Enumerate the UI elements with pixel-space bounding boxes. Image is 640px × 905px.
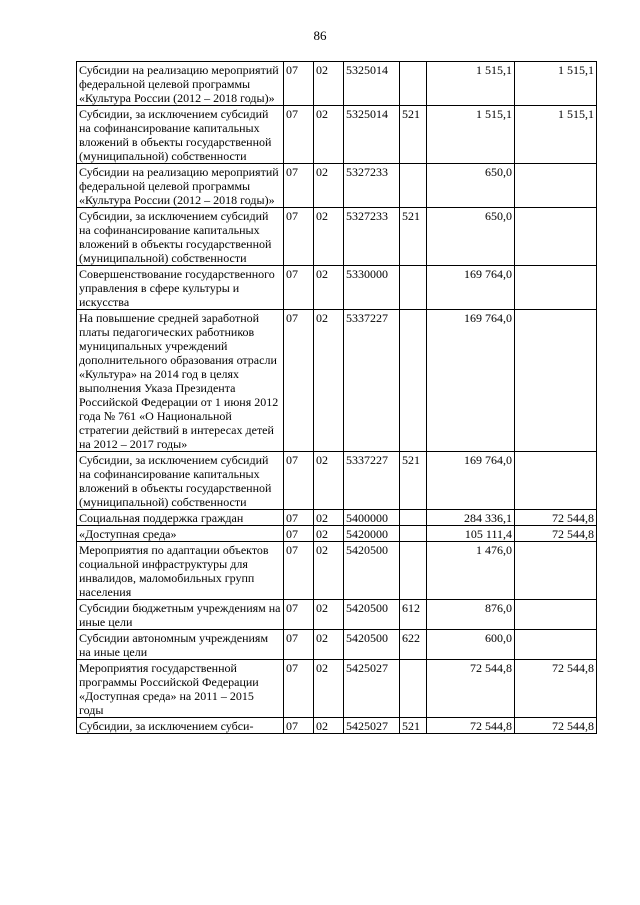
row-amount-2-cell: [515, 542, 597, 600]
row-target-article-cell: 5327233: [344, 164, 400, 208]
row-amount-2-cell: [515, 600, 597, 630]
table-row: [77, 600, 597, 630]
row-amount-2-cell: 72 544,8: [515, 660, 597, 718]
row-expense-type-cell: [400, 526, 427, 542]
row-amount-1-cell: 600,0: [427, 630, 515, 660]
row-amount-1-cell: 284 336,1: [427, 510, 515, 526]
row-amount-2-cell: [515, 208, 597, 266]
row-target-article-cell: 5420500: [344, 630, 400, 660]
row-amount-2-cell: 1 515,1: [515, 62, 597, 106]
row-name-cell: Субсидии на реализацию мероприятий федеральной целевой программы «Культура России (2012 – 2018 годы)»: [77, 62, 284, 106]
row-name-cell: Субсидии, за исключением субсидий на софинансирование капитальных вложений в объекты государственной (муниципальной) собственности: [77, 452, 284, 510]
row-section-cell: 07: [284, 542, 314, 600]
row-subsection-cell: 02: [314, 208, 344, 266]
row-name-cell: Субсидии, за исключением субсидий на софинансирование капитальных вложений в объекты государственной (муниципальной) собственности: [77, 106, 284, 164]
row-target-article-cell: 5325014: [344, 62, 400, 106]
row-section-cell: 07: [284, 106, 314, 164]
row-amount-1-cell: 72 544,8: [427, 660, 515, 718]
row-name-cell: Совершенствование государственного управления в сфере культуры и искусства: [77, 266, 284, 310]
table-row: [77, 718, 597, 734]
row-amount-2-cell: [515, 310, 597, 452]
row-name-cell: Субсидии, за исключением субси-: [77, 718, 284, 734]
row-subsection-cell: 02: [314, 452, 344, 510]
budget-table: [76, 61, 597, 734]
row-name-cell: Субсидии на реализацию мероприятий федеральной целевой программы «Культура России (2012 – 2018 годы)»: [77, 164, 284, 208]
table-row: [77, 208, 597, 266]
table-row: [77, 542, 597, 600]
row-target-article-cell: 5425027: [344, 718, 400, 734]
row-name-cell: «Доступная среда»: [77, 526, 284, 542]
row-subsection-cell: 02: [314, 526, 344, 542]
row-expense-type-cell: 521: [400, 452, 427, 510]
row-amount-1-cell: 1 515,1: [427, 106, 515, 164]
row-amount-2-cell: [515, 266, 597, 310]
row-expense-type-cell: 612: [400, 600, 427, 630]
row-section-cell: 07: [284, 718, 314, 734]
row-target-article-cell: 5337227: [344, 310, 400, 452]
row-target-article-cell: 5400000: [344, 510, 400, 526]
row-section-cell: 07: [284, 266, 314, 310]
row-expense-type-cell: [400, 310, 427, 452]
row-amount-2-cell: 72 544,8: [515, 510, 597, 526]
row-target-article-cell: 5330000: [344, 266, 400, 310]
row-amount-2-cell: [515, 630, 597, 660]
table-row: [77, 164, 597, 208]
row-amount-2-cell: 1 515,1: [515, 106, 597, 164]
row-name-cell: Субсидии бюджетным учреждениям на иные цели: [77, 600, 284, 630]
row-amount-1-cell: 72 544,8: [427, 718, 515, 734]
row-amount-1-cell: 169 764,0: [427, 310, 515, 452]
row-target-article-cell: 5325014: [344, 106, 400, 164]
row-expense-type-cell: [400, 164, 427, 208]
row-expense-type-cell: [400, 660, 427, 718]
row-target-article-cell: 5420500: [344, 542, 400, 600]
page-number: 86: [313, 28, 327, 43]
row-subsection-cell: 02: [314, 600, 344, 630]
row-name-cell: Субсидии, за исключением субсидий на софинансирование капитальных вложений в объекты государственной (муниципальной) собственности: [77, 208, 284, 266]
row-section-cell: 07: [284, 630, 314, 660]
table-row: [77, 660, 597, 718]
table-row: [77, 310, 597, 452]
row-subsection-cell: 02: [314, 164, 344, 208]
row-subsection-cell: 02: [314, 266, 344, 310]
row-section-cell: 07: [284, 208, 314, 266]
row-subsection-cell: 02: [314, 510, 344, 526]
row-amount-1-cell: 1 476,0: [427, 542, 515, 600]
row-section-cell: 07: [284, 660, 314, 718]
row-section-cell: 07: [284, 510, 314, 526]
row-amount-1-cell: 650,0: [427, 164, 515, 208]
row-subsection-cell: 02: [314, 310, 344, 452]
row-name-cell: Мероприятия по адаптации объектов социальной инфраструктуры для инвалидов, маломобильных групп населения: [77, 542, 284, 600]
row-name-cell: Социальная поддержка граждан: [77, 510, 284, 526]
table-row: [77, 452, 597, 510]
row-subsection-cell: 02: [314, 542, 344, 600]
row-section-cell: 07: [284, 310, 314, 452]
row-expense-type-cell: 521: [400, 208, 427, 266]
table-row: [77, 106, 597, 164]
row-subsection-cell: 02: [314, 62, 344, 106]
row-amount-2-cell: 72 544,8: [515, 526, 597, 542]
row-target-article-cell: 5420000: [344, 526, 400, 542]
table-row: [77, 526, 597, 542]
row-amount-1-cell: 105 111,4: [427, 526, 515, 542]
row-amount-1-cell: 650,0: [427, 208, 515, 266]
row-amount-1-cell: 1 515,1: [427, 62, 515, 106]
row-section-cell: 07: [284, 452, 314, 510]
row-expense-type-cell: 521: [400, 718, 427, 734]
row-amount-1-cell: 169 764,0: [427, 452, 515, 510]
row-expense-type-cell: [400, 510, 427, 526]
row-target-article-cell: 5327233: [344, 208, 400, 266]
row-section-cell: 07: [284, 62, 314, 106]
row-subsection-cell: 02: [314, 106, 344, 164]
row-subsection-cell: 02: [314, 630, 344, 660]
row-amount-2-cell: [515, 452, 597, 510]
row-expense-type-cell: [400, 266, 427, 310]
row-section-cell: 07: [284, 526, 314, 542]
row-expense-type-cell: 622: [400, 630, 427, 660]
row-expense-type-cell: [400, 542, 427, 600]
table-row: [77, 510, 597, 526]
budget-table-body: [77, 62, 597, 734]
row-name-cell: На повышение средней заработной платы педагогических работников муниципальных учреждений дополнительного образования отрасли «Культура» на 2014 год в целях выполнения Указа Президента Российской Федерации от 1 июня 2012 года № 761 «О Национальной стратегии действий в интересах детей на 2012 – 2017 годы»: [77, 310, 284, 452]
row-subsection-cell: 02: [314, 660, 344, 718]
row-amount-1-cell: 169 764,0: [427, 266, 515, 310]
row-name-cell: Субсидии автономным учреждениям на иные цели: [77, 630, 284, 660]
row-expense-type-cell: [400, 62, 427, 106]
row-amount-2-cell: 72 544,8: [515, 718, 597, 734]
row-expense-type-cell: 521: [400, 106, 427, 164]
table-row: [77, 630, 597, 660]
row-target-article-cell: 5425027: [344, 660, 400, 718]
row-target-article-cell: 5337227: [344, 452, 400, 510]
row-name-cell: Мероприятия государственной программы Российской Федерации «Доступная среда» на 2011 – 2015 годы: [77, 660, 284, 718]
row-target-article-cell: 5420500: [344, 600, 400, 630]
row-section-cell: 07: [284, 600, 314, 630]
row-amount-2-cell: [515, 164, 597, 208]
table-row: [77, 266, 597, 310]
row-section-cell: 07: [284, 164, 314, 208]
table-row: [77, 62, 597, 106]
row-amount-1-cell: 876,0: [427, 600, 515, 630]
row-subsection-cell: 02: [314, 718, 344, 734]
